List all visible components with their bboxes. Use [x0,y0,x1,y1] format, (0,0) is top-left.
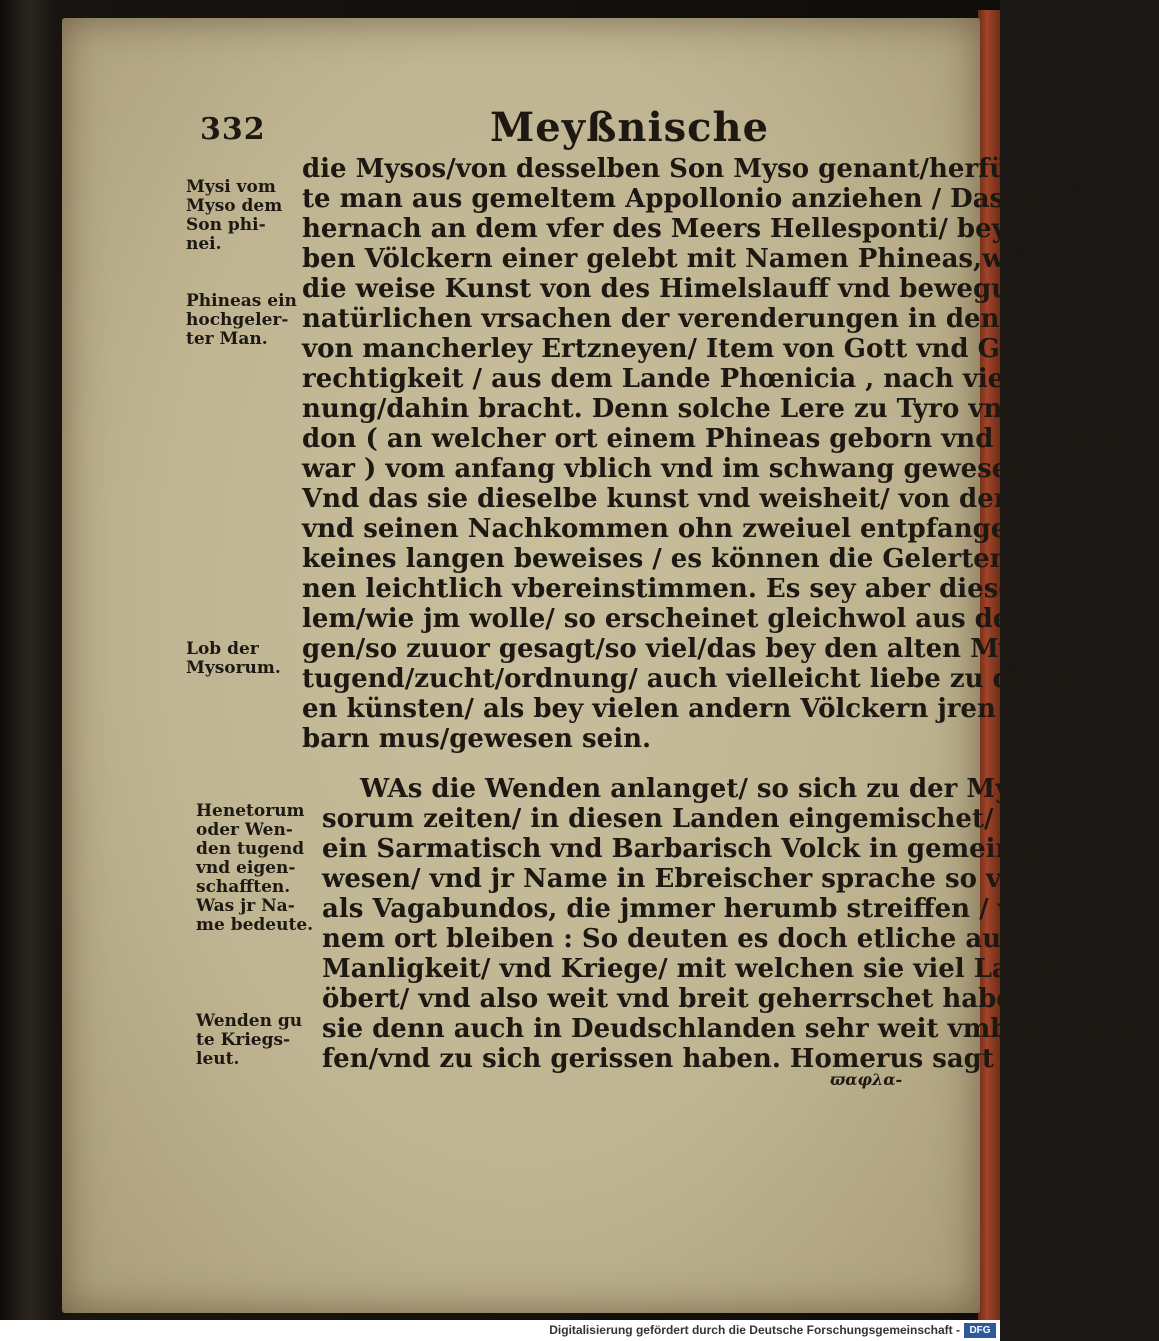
text-line: WAs die Wenden anlanget/ so sich zu der My- [360,774,1022,804]
marginal-note-line: Wenden gu [196,1011,303,1031]
marginal-note-line: vnd eigen- [196,858,296,878]
marginal-note-line: Lob der [186,639,259,659]
text-line: natürlichen vrsachen der verenderungen in den Leibern/ [302,304,1131,334]
marginal-note-line: Mysi vom [186,177,276,197]
text-line: Manligkeit/ vnd Kriege/ mit welchen sie viel Lande er- [322,954,1113,984]
page-number: 332 [200,112,266,147]
marginal-note-line: Mysorum. [186,658,281,678]
text-line: als Vagabundos, die jmmer herumb streiffen / vnd an kei- [322,894,1159,924]
marginal-note-line: schafften. [196,877,291,897]
text-line: die weise Kunst von des Himelslauff vnd bewegung/vō [302,274,1090,304]
text-line: en künsten/ als bey vielen andern Völckern jren Nach- [302,694,1092,724]
marginal-note-line: Was jr Na- [196,896,295,916]
text-line: barn mus/gewesen sein. [302,724,652,754]
marginal-note-line: Son phi- [186,215,266,235]
text-line: lem/wie jm wolle/ so erscheinet gleichwol aus dem jeni- [302,604,1112,634]
text-line: keines langen beweises / es können die Gelerten hierin- [302,544,1117,574]
catchword: ϖαφλα- [830,1070,903,1089]
text-line: vnd seinen Nachkommen ohn zweiuel entpfangen/darff [302,514,1106,544]
marginal-note-line: Myso dem [186,196,283,216]
text-line: hernach an dem vfer des Meers Hellesponti/ bey denssel- [302,214,1136,244]
footer-credit: Digitalisierung gefördert durch die Deutsche Forschungsgemeinschaft - [549,1323,960,1337]
text-line: ein Sarmatisch vnd Barbarisch Volck in gemein ge- [322,834,1070,864]
text-line: tugend/zucht/ordnung/ auch vielleicht liebe zu den frei- [302,664,1118,694]
text-line: nen leichtlich vbereinstimmen. Es sey aber diesem al- [302,574,1089,604]
marginal-note-line: te Kriegs- [196,1030,291,1050]
text-line: wesen/ vnd jr Name in Ebreischer sprache so viel bedeut/ [322,864,1157,894]
text-line: fen/vnd zu sich gerissen haben. Homerus sagt von jnen: [322,1044,1137,1074]
text-line: te man aus gemeltem Appollonio anziehen / Das auch [302,184,1084,214]
text-line: ben Völckern einer gelebt mit Namen Phineas,welcher [302,244,1096,274]
text-line: sie denn auch in Deudschlanden sehr weit vmb sich grif- [322,1014,1149,1044]
text-line: die Mysos/von desselben Son Myso genant/herfüret/kön- [302,154,1126,184]
running-head: Meyßnische [490,104,770,151]
marginal-note-line: Henetorum [196,801,305,821]
text-line: sorum zeiten/ in diesen Landen eingemischet/ Ob sie wol [322,804,1153,834]
marginal-note-line: me bedeute. [196,915,314,935]
marginal-note-line: oder Wen- [196,820,293,840]
marginal-note-line: leut. [196,1049,240,1069]
text-line: Vnd das sie dieselbe kunst vnd weisheit/ von dem Noe [302,484,1088,514]
marginal-note-line: ter Man. [186,329,268,349]
marginal-note-line: Phineas ein [186,291,297,311]
text-line: war ) vom anfang vblich vnd im schwang gewesen. [302,454,1037,484]
text-line: rechtigkeit / aus dem Lande Phœnicia , nach vieler mei- [302,364,1119,394]
text-line: don ( an welcher ort einem Phineas geborn vnd gezogen [302,424,1123,454]
marginal-note-line: den tugend [196,839,305,859]
text-line: gen/so zuuor gesagt/so viel/das bey den alten Mysis mehr [302,634,1139,664]
dfg-logo: DFG [964,1323,996,1338]
text-line: nem ort bleiben : So deuten es doch etliche auff jre [322,924,1072,954]
marginal-note-line: nei. [186,234,222,254]
marginal-note-line: hochgeler- [186,310,289,330]
footer-bar [0,1320,1000,1341]
text-line: nung/dahin bracht. Denn solche Lere zu Tyro vnd Sy- [302,394,1075,424]
text-line: von mancherley Ertzneyen/ Item von Gott vnd Ge- [302,334,1028,364]
text-line: öbert/ vnd also weit vnd breit geherrschet haben / Wie [322,984,1115,1014]
